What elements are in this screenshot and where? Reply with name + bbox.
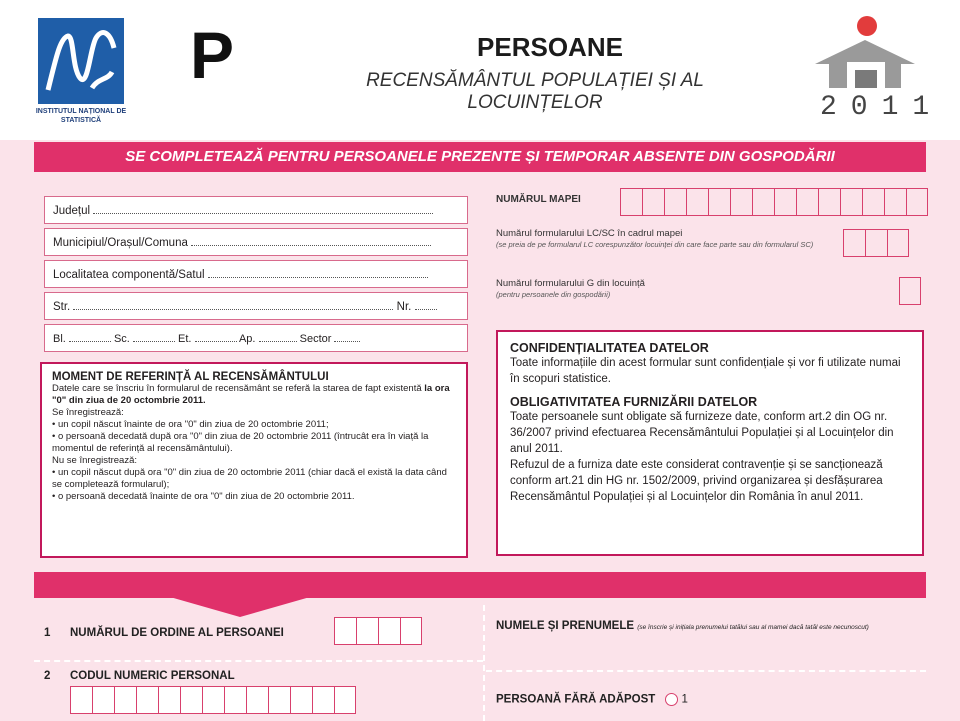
horizontal-divider-left xyxy=(34,660,483,662)
folder-number-boxes[interactable] xyxy=(620,188,928,216)
q2-label: CODUL NUMERIC PERSONAL xyxy=(70,670,235,682)
g-note: (pentru persoanele din gospodării) xyxy=(496,290,611,299)
intro-bold-text: la ora "0" din ziua de 20 octombrie 2011. xyxy=(52,383,450,406)
digit-box[interactable] xyxy=(840,188,862,216)
vertical-divider xyxy=(483,605,485,721)
reference-moment-heading: MOMENT DE REFERINȚĂ AL RECENSĂMÂNTULUI xyxy=(52,371,329,383)
census-year: 2011 xyxy=(820,92,944,123)
lcsc-note: (se preia de pe formularul LC corespunzător locuinței din care face parte sau din formularul SC) xyxy=(496,240,814,249)
locality-field[interactable] xyxy=(44,260,468,288)
section-notch xyxy=(170,597,310,617)
census-house-icon xyxy=(805,12,925,94)
county-label: Județul xyxy=(53,205,91,217)
digit-box[interactable] xyxy=(400,617,422,645)
registered-heading: Se înregistrează: xyxy=(52,407,124,418)
stair-dots xyxy=(133,341,175,342)
digit-box[interactable] xyxy=(774,188,796,216)
digit-box[interactable] xyxy=(180,686,202,714)
digit-box[interactable] xyxy=(334,617,356,645)
digit-box[interactable] xyxy=(158,686,180,714)
building-field[interactable] xyxy=(44,324,468,352)
lcsc-label-block xyxy=(496,228,836,250)
digit-box[interactable] xyxy=(268,686,290,714)
refusal-text: Refuzul de a furniza date este considerat contravenție și se sancționează conform art.21 din HG nr. 1502/2009, privind organizarea și desfășurarea Recensământul Populației și al Locuințelor din România în anul 2011. xyxy=(510,459,883,503)
intro-text: Datele care se înscriu în formularul de recensământ se referă la starea de fapt existentă xyxy=(52,383,422,394)
digit-box[interactable] xyxy=(862,188,884,216)
digit-box[interactable] xyxy=(312,686,334,714)
reference-moment-box xyxy=(40,362,468,558)
name-label-text: NUMELE ȘI PRENUMELE xyxy=(496,620,635,632)
floor-dots xyxy=(195,341,237,342)
digit-box[interactable] xyxy=(356,617,378,645)
horizontal-divider-right xyxy=(486,670,926,672)
number-label: Nr. xyxy=(396,301,412,313)
digit-box[interactable] xyxy=(884,188,906,216)
digit-box[interactable] xyxy=(664,188,686,216)
digit-box[interactable] xyxy=(906,188,928,216)
block-dots xyxy=(69,341,111,342)
locality-label: Localitatea componentă/Satul xyxy=(53,269,205,281)
g-number-box[interactable] xyxy=(899,277,921,305)
homeless-radio[interactable] xyxy=(665,693,678,706)
digit-box[interactable] xyxy=(378,617,400,645)
ins-logo xyxy=(38,18,124,104)
county-dots xyxy=(93,213,433,214)
street-label: Str. xyxy=(53,301,71,313)
sector-label: Sector xyxy=(299,333,332,345)
digit-box[interactable] xyxy=(114,686,136,714)
digit-box[interactable] xyxy=(708,188,730,216)
number-dots xyxy=(415,309,437,310)
folder-number-label: NUMĂRUL MAPEI xyxy=(496,194,581,205)
g-label: Numărul formularului G din locuință xyxy=(496,278,645,289)
name-note: (se înscrie și inițiala prenumelui tatălui sau al mamei dacă tatăl este necunoscut) xyxy=(637,624,869,631)
digit-box[interactable] xyxy=(136,686,158,714)
confidentiality-text: Toate informațiile din acest formular sunt confidențiale și vor fi utilizate numai în scopuri statistice. xyxy=(510,357,901,385)
confidentiality-heading: CONFIDENȚIALITATEA DATELOR xyxy=(510,341,709,355)
person-number-boxes[interactable] xyxy=(334,617,422,645)
sector-dots xyxy=(334,341,360,342)
digit-box[interactable] xyxy=(92,686,114,714)
page-subtitle: RECENSĂMÂNTUL POPULAȚIEI ȘI AL LOCUINȚELOR xyxy=(366,70,704,113)
section-divider-bar xyxy=(34,572,926,598)
digit-box[interactable] xyxy=(843,229,865,257)
municipality-dots xyxy=(191,245,431,246)
homeless-code: 1 xyxy=(681,693,688,706)
municipality-label: Municipiul/Orașul/Comuna xyxy=(53,237,188,249)
g-label-block xyxy=(496,278,836,300)
homeless-label xyxy=(496,693,688,706)
digit-box[interactable] xyxy=(620,188,642,216)
digit-box[interactable] xyxy=(246,686,268,714)
registered-item-2: • o persoană decedată după ora "0" din ziua de 20 octombrie 2011 (întrucât era în viață la momentul de referință al recensământului). xyxy=(52,431,429,454)
digit-box[interactable] xyxy=(686,188,708,216)
registered-item-1: • un copil născut înainte de ora "0" din ziua de 20 octombrie 2011; xyxy=(52,419,329,430)
digit-box[interactable] xyxy=(752,188,774,216)
digit-box[interactable] xyxy=(818,188,840,216)
digit-box[interactable] xyxy=(70,686,92,714)
digit-box[interactable] xyxy=(899,277,921,305)
q1-label: NUMĂRUL DE ORDINE AL PERSOANEI xyxy=(70,627,284,639)
q2-number: 2 xyxy=(44,670,51,682)
municipality-field[interactable] xyxy=(44,228,468,256)
digit-box[interactable] xyxy=(334,686,356,714)
apartment-label: Ap. xyxy=(238,333,256,345)
page-title: PERSOANE xyxy=(477,32,623,62)
digit-box[interactable] xyxy=(887,229,909,257)
lcsc-label: Numărul formularului LC/SC în cadrul mapei xyxy=(496,228,683,239)
locality-dots xyxy=(208,277,428,278)
block-label: Bl. xyxy=(53,333,66,345)
digit-box[interactable] xyxy=(865,229,887,257)
reference-moment-intro xyxy=(52,383,456,407)
digit-box[interactable] xyxy=(730,188,752,216)
apartment-dots xyxy=(259,341,297,342)
street-field[interactable] xyxy=(44,292,468,320)
confidentiality-box xyxy=(496,330,924,556)
form-letter: P xyxy=(190,18,235,92)
instruction-banner: SE COMPLETEAZĂ PENTRU PERSOANELE PREZENTE ȘI TEMPORAR ABSENTE DIN GOSPODĂRII xyxy=(34,142,926,172)
stair-label: Sc. xyxy=(113,333,130,345)
name-label xyxy=(496,620,869,632)
logo-caption: INSTITUTUL NAȚIONAL DE STATISTICĂ xyxy=(35,108,127,124)
q1-number: 1 xyxy=(44,627,51,639)
not-registered-item-2: • o persoană decedată înainte de ora "0" din ziua de 20 octombrie 2011. xyxy=(52,491,355,502)
ins-logo-icon xyxy=(38,18,124,104)
digit-box[interactable] xyxy=(202,686,224,714)
digit-box[interactable] xyxy=(796,188,818,216)
homeless-label-text: PERSOANĂ FĂRĂ ADĂPOST xyxy=(496,693,656,706)
not-registered-item-1: • un copil născut după ora "0" din ziua de 20 octombrie 2011 (chiar dacă el există la data când se completează formularul); xyxy=(52,467,447,490)
county-field[interactable] xyxy=(44,196,468,224)
obligation-heading: OBLIGATIVITATEA FURNIZĂRII DATELOR xyxy=(510,395,758,409)
street-dots xyxy=(73,309,393,310)
lcsc-number-boxes[interactable] xyxy=(843,229,909,257)
digit-box[interactable] xyxy=(642,188,664,216)
name-input-area[interactable] xyxy=(496,640,924,664)
cnp-boxes[interactable] xyxy=(70,686,356,714)
digit-box[interactable] xyxy=(224,686,246,714)
floor-label: Et. xyxy=(178,333,192,345)
not-registered-heading: Nu se înregistrează: xyxy=(52,455,138,466)
obligation-text: Toate persoanele sunt obligate să furnizeze date, conform art.2 din OG nr. 36/2007 privind efectuarea Recensământului Populației și al Locuințelor din anul 2011. xyxy=(510,411,894,455)
digit-box[interactable] xyxy=(290,686,312,714)
